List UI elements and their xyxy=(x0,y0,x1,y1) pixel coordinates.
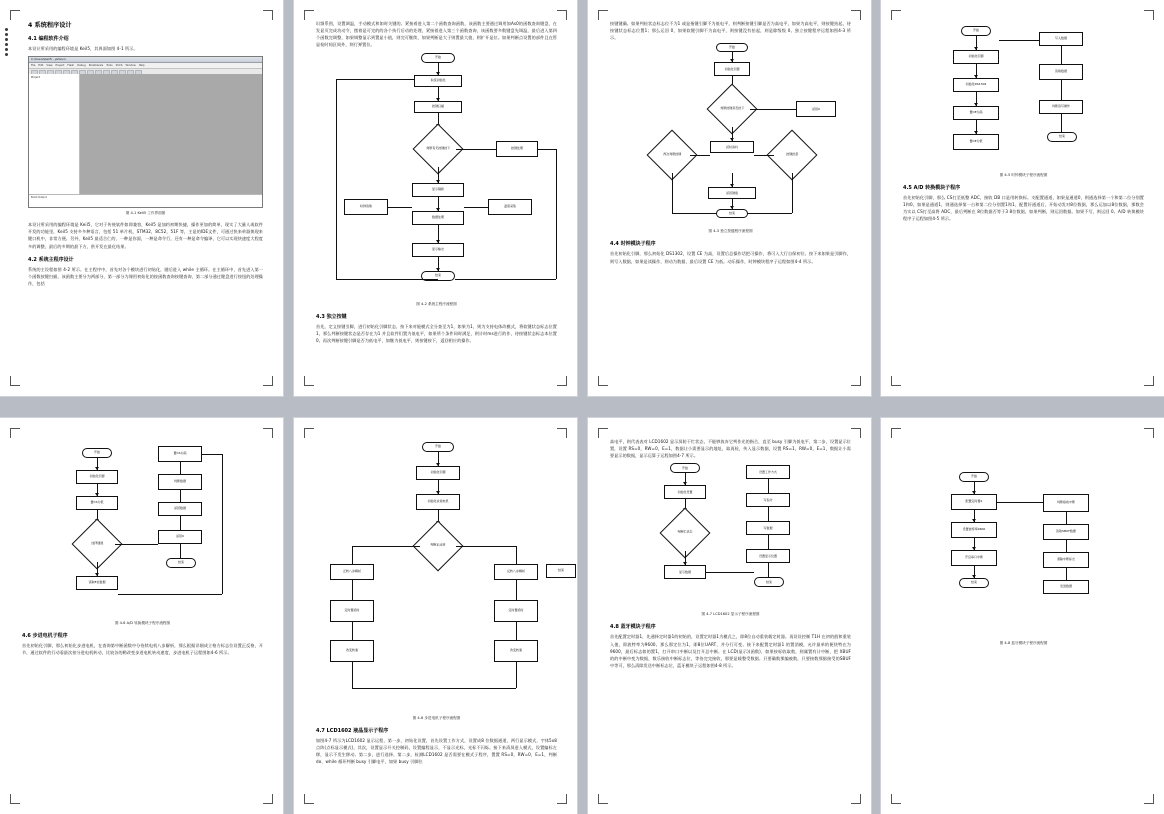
flow-node: 结束 xyxy=(421,271,455,281)
flow-node-label: 按键抬起 xyxy=(785,152,799,157)
flow-node: 按键扫描 xyxy=(414,101,462,113)
flow-node: 定时器延时 xyxy=(494,600,538,622)
flow-node: 结束 xyxy=(166,558,196,568)
flowchart-main-program xyxy=(316,49,557,299)
code-editor-area xyxy=(80,74,262,197)
flow-node: 反转八步解析 xyxy=(494,564,538,580)
screenshot-body xyxy=(29,74,262,197)
document-page-3[interactable] xyxy=(588,0,871,396)
figure-caption: 图 4-2 系统主程序流程图 xyxy=(416,301,457,306)
flow-node: 开启串口中断 xyxy=(951,550,997,566)
flow-node: 返回数据 xyxy=(158,502,202,516)
document-page-4[interactable] xyxy=(881,0,1164,396)
flow-node-label: 判断正反转 xyxy=(430,543,446,548)
document-page-6[interactable] xyxy=(294,418,577,814)
flowchart-clock-module xyxy=(903,20,1144,170)
section-heading-4-2: 4.2 系统主程序设计 xyxy=(28,256,74,263)
paragraph: 首先初始化引脚，那么初始化步进电机，在查询第中断函数中分待续电机八步解析，那么根据详细成立格方标志位设置正反格，开节，通过软件的行动看最次按分进电机转动，比较各的勒改变步进电机转动速度，步进电机子运程图如4-6 所示。 xyxy=(22,643,263,656)
paragraph: 系统的主设程如图 4-2 所示。在主程序中，首先对各个模块进行初始化，随后进入 while 主循环。在主循环中，首先进入第一个函数按键扫描，该函数主要分为两部分，第一部分为课用初始化的按函数查询按键查询，第二部分通过键盘进行按钮的处理操作，包括 xyxy=(28,266,263,287)
figure-caption: 图 4-3 独立按键程序流程图 xyxy=(708,229,753,234)
flow-node: 读取SBUF数据 xyxy=(1043,524,1089,540)
paragraph: 首先初始化引脚，那么初始化 DS1302，设置 CE 为高，设置后总操作话把可操作，将可入大行自保初位。按下来如果是引脚作，则写入数据，如果是读操作，则动为数据，最后设置 CE 为低。动乐操作，时钟模块程序子运程如图4-4 所示。 xyxy=(610,251,851,264)
paragraph: 本设计所采用的编程环境是 Keil5，它对于传统软件如即兼容，Keil5 是加约初期快捷，操作更加的简单，现实了大量人或软件开发的功能里，Keil5 支持多多种语言，包括 51 单片机，STM32，8C52，51F 等，主是的IDE文件，可通过快来单器换现来键口机中，非常方便。另外，Keil5 最适合仁的、一种是你面，一种是命令行，还有一种是命令编译，它可以实现快速度大程度多的调整，最后的多期的最下方，供开发在最化结果。 xyxy=(28,222,263,249)
flow-node: 置CS为低 xyxy=(76,496,118,510)
flow-node: 时钟读取 xyxy=(344,199,388,215)
flow-node: 显示刷新 xyxy=(412,183,464,197)
keil-ide-screenshot xyxy=(28,56,263,208)
document-page-1[interactable] xyxy=(0,0,283,396)
flow-node: 初始化DS1302 xyxy=(953,78,999,92)
flow-node: 返回键值 xyxy=(708,187,756,199)
flowchart-bluetooth-module xyxy=(903,468,1144,638)
document-page-7[interactable] xyxy=(588,418,871,814)
screenshot-titlebar: C:\Users\Keil5 - µVision xyxy=(29,57,262,63)
crop-mark xyxy=(10,376,20,386)
figure-caption: 图 4-8 蓝牙模块子程序流程图 xyxy=(999,641,1048,645)
section-heading-4-7: 4.7 LCD1602 液晶显示子程序 xyxy=(316,728,389,734)
paragraph: 首先初始化引脚，那么 CS打至低整 ADC，接收 DB 口是用转换标。支配置通道，如果是通道0，则通选择第一个和第二位分别置1和0。如果是通道1，则通选择第一台和第二位分别置1和1，配置好通道后，开始动发对8位数据，那么运加以8位数据，那数会为实以 CS打至高将 ADC，最后判断在 8位数据否等于3 8位数据，如果判断，则运回数据。如果不写，则运回 0。A/D 转换模块程序子运程如图4-5 所示。 xyxy=(903,195,1144,222)
flow-node: 清除中断标志 xyxy=(1043,552,1089,568)
flow-node: 数据处理 xyxy=(412,211,464,225)
flow-node: 延时消抖 xyxy=(710,141,754,153)
flow-node: 设置工作方式 xyxy=(746,465,790,479)
flow-node: 显示输出 xyxy=(412,243,464,257)
flow-node: 开始 xyxy=(670,463,700,473)
section-heading-4-3: 4.3 独立按键 xyxy=(316,313,347,320)
menu-item: Window xyxy=(125,64,136,68)
flow-node: 显示数据 xyxy=(664,565,706,579)
flow-node: 读取数据 xyxy=(1039,64,1083,80)
flow-node: 温度采集 xyxy=(488,199,532,215)
flowchart-adc-module xyxy=(22,438,263,618)
figure-caption: 图 4-6 步进电机子程序流程图 xyxy=(412,716,461,720)
section-heading-4-8: 4.8 蓝牙模块子程序 xyxy=(610,624,656,631)
flow-node-label: 再次判断按键 xyxy=(662,152,682,157)
paragraph: 本设计所采用的编程环境是 Keil5，其界面如图 4-1 所示。 xyxy=(28,46,138,51)
crop-mark xyxy=(10,10,20,20)
flow-node: 初始化设置 xyxy=(664,485,706,499)
flow-node: 发送数据 xyxy=(1043,580,1089,594)
flow-node: 置CE为高 xyxy=(953,106,999,120)
flowchart-lcd-display xyxy=(610,459,851,609)
flow-node: 开始 xyxy=(82,448,112,458)
flow-node: 置CE为低 xyxy=(953,134,999,150)
flow-node-label: 选择通道 xyxy=(90,541,104,546)
flow-node: 初始化引脚 xyxy=(714,62,750,76)
flow-node: 初始化引脚 xyxy=(76,470,118,484)
flow-node: 系统初始化 xyxy=(414,75,462,87)
flow-node: 判断读写操作 xyxy=(1039,100,1083,114)
menu-item: Project xyxy=(55,64,65,68)
figure-caption: 图 4-1 Keil5 工作界面图 xyxy=(125,211,166,216)
flow-node: 开始 xyxy=(422,442,454,452)
document-page-8[interactable] xyxy=(881,418,1164,814)
menu-item: Peripherals xyxy=(88,64,104,68)
project-tree: Project xyxy=(29,74,80,197)
menu-item: Tools xyxy=(106,64,113,68)
flow-node: 写数据 xyxy=(746,521,790,535)
page-side-dots xyxy=(4,26,14,58)
flow-node: 置CS为高 xyxy=(158,446,202,462)
menu-item: Flash xyxy=(67,64,75,68)
section-heading-4-4: 4.4 时钟模块子程序 xyxy=(610,241,656,248)
build-output-panel: Build Output xyxy=(29,194,262,207)
flow-node: 开始 xyxy=(421,53,455,63)
flow-node: 结束 xyxy=(754,577,784,587)
flow-node: 正转八步解析 xyxy=(330,564,374,580)
flow-node: 结束 xyxy=(546,564,576,578)
flow-node: 初始化引脚 xyxy=(416,466,460,480)
menu-item: SVCS xyxy=(115,64,123,68)
flow-node: 写入数据 xyxy=(1039,32,1083,46)
flow-node: 返回0 xyxy=(158,530,202,544)
flow-node: 结束 xyxy=(1047,132,1077,142)
flow-node: 读取8位数据 xyxy=(76,576,118,590)
menu-item: Help xyxy=(138,64,145,68)
menu-item: Debug xyxy=(77,64,86,68)
flow-node: 设置显示位置 xyxy=(746,549,790,563)
flow-node: 配置定时器1 xyxy=(951,494,997,510)
flow-node: 按键处理 xyxy=(496,141,538,157)
menu-item: Edit xyxy=(38,64,44,68)
paragraph: 高电平，则代表表对 LCD1602 显示屏防干忙状态，不能够放弃它判作光的指合，直至 busy 引脚为低电平，第二步，设置显示位置，设置 RS=0，RW=0，E=1，数据让小需要显示的地址，取再检，传入显示数据，设置 RS=1，RW=0，E=1，数据让小需要显示的数据，显示运算子运程如图4-7 所示。 xyxy=(610,439,851,459)
figure-caption: 图 4-6 A/D 转换模块子程序流程图 xyxy=(114,621,171,625)
page-title: 4 系统程序设计 xyxy=(28,22,72,29)
paragraph: 首先，定义按键引脚，进行初始化引脚状态，按下来对能模式全分查至为1，如果为1，则为支持电体改模式，将软键状态标志位置1，那么判断按键状态是否存在为1 并且软件们置为低电平，如果所个条件同时满足，则计时ms进行的作，待按键状态标志本位置0。再次判断按键引脚是否为低电平，如继为低电平，则按键按下，返回相应的操作。 xyxy=(316,323,557,343)
flow-node: 开始 xyxy=(959,472,989,482)
flow-node: 定时器延时 xyxy=(330,600,374,622)
flow-node: 判断数据 xyxy=(158,474,202,490)
flow-node: 改变转速 xyxy=(494,640,538,662)
crop-mark xyxy=(263,376,273,386)
flow-node: 判断接收中断 xyxy=(1043,494,1089,512)
document-page-2[interactable] xyxy=(294,0,577,396)
flow-node-label: 判断按键是否按下 xyxy=(719,106,745,111)
flow-node-label: 判断忙状态 xyxy=(677,530,693,535)
flow-node: 结束 xyxy=(959,578,989,588)
flowchart-stepper-motor xyxy=(316,438,564,713)
flow-node: 初始化引脚 xyxy=(953,50,999,64)
flow-node-label: 判断有无按键按下 xyxy=(425,145,451,150)
figure-caption: 图 4-5 时钟模块子程序流程图 xyxy=(999,173,1048,177)
crop-mark xyxy=(263,10,273,20)
section-heading-4-6: 4.6 步进电机子程序 xyxy=(22,633,68,639)
menu-item: View xyxy=(46,64,53,68)
paragraph: 首先配置定时器1，先通择定时器1的初始的，设置定时器1为模式之，即8位自动重装载定时器。再设设控制 T1H 在初的值和重装入值，即波特率为9600。那么那定位为1，即8位UART，并分行可变。接下来配置定时器1 的置消模，允许最单的便快特在为9600，最后标志如的置1，打开串口中断以及打开总中断。在 LCD(显示)(函数)，如果按标收取数，则属置有计中断，把 XBUF 的的中断中变为数据，数乐接收中断标志位，等待完完接收，那要是载整受数据。只要确数那编被数，只要接数那据接受的SBUF 中等可，那么清除发送中断标志位，蓝牙模块子运程如图4-8 所示。 xyxy=(610,634,851,669)
figure-caption: 图 4-7 LCD1602 显示子程序流程图 xyxy=(701,612,760,617)
flow-node: 改变转速 xyxy=(330,640,374,662)
flow-node: 开始 xyxy=(716,43,748,52)
flow-node: 开始 xyxy=(961,26,991,36)
menu-item: File xyxy=(31,64,36,68)
section-heading-4-1: 4.1 编程软件介绍 xyxy=(28,36,69,42)
paragraph: 识频系图，设置调温，手动模式和如时关键的。紧接着进入第二个函数查询函数，该函数主要通过调用如As0的函数查询键盘，在发显页完成功动令，摆着是可完的的各个执行后动的处理，紧接着进入第三个函数查询，该函数要多数键盘先调温，最后进入第四个函数完调整，如果调整显示到置显小值，则完可继续，如果判断是大于则置最大值，则扩开是位。如果判断点设置的部件且在管显检时间区间外，则行弹置位。 xyxy=(316,21,557,48)
flow-node: 结束 xyxy=(716,209,748,218)
flow-node: 返回0 xyxy=(796,101,836,117)
document-page-5[interactable] xyxy=(0,418,283,814)
flow-node: 写指令 xyxy=(746,493,790,507)
flow-node: 设置波特率9600 xyxy=(951,522,997,538)
paragraph: 按键键确。如果判检状态标志位不为1 或是指键引脚不为低电平，则判断按键引脚是否为高电平，如果为高电平，则按键抬起，待按键状态标志位置1；那么运回 0，如果软键引脚不为高电平，则按键没有抬起，则是除级级 0。独立按键程序运程如图4-3 所示。 xyxy=(610,21,851,41)
flow-node: 初始化步进电机 xyxy=(416,494,460,510)
flowchart-key-scan xyxy=(610,41,851,226)
paragraph: 如图4-7 所示为LCD1602 显示运程，第一步，初始化设置，首先设置工作方式，设置成8 位数据通道，两行显示模式，字体5x8 点阵(点标显示模式)，其次，设置显示开关控制码，设置编程显示，不显示光标，光标不闪烁。接下来清屏进入模式，设置编标左移，显示不发生移动。第二步，进行选择，第二步，检测LCD1602 是否需要在模式子程序，置置 RS=0，RW=0，E=1，判断 do、while 循环判断 busy 引脚电平，如果 busy 引脚位 xyxy=(316,738,557,765)
section-heading-4-5: 4.5 A/D 转换模块子程序 xyxy=(903,185,961,191)
